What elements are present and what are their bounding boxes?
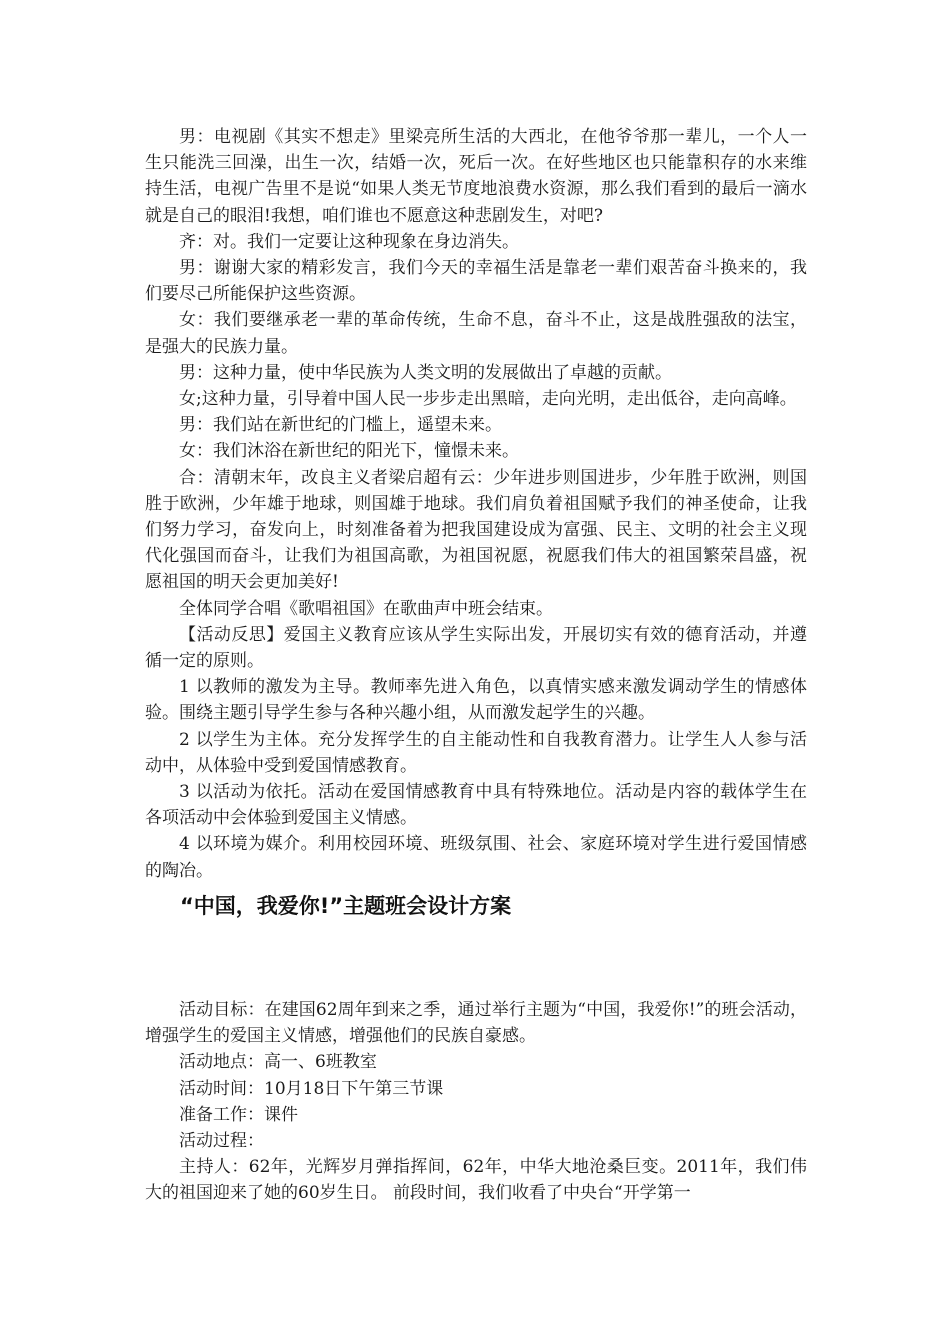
activity-location: 活动地点：高一、6班教室: [179, 1052, 377, 1073]
activity-time: 活动时间：10月18日下午第三节课: [179, 1078, 444, 1099]
dialogue-paragraph: 男：这种力量，使中华民族为人类文明的发展做出了卓越的贡献。: [179, 362, 672, 383]
principle-item: 1 以教师的激发为主导。教师率先进入角色，以真情实感来激发调动学生的情感体验。围绕主题引导学生参与各种兴趣小组，从而激发起学生的兴趣。: [145, 677, 807, 724]
dialogue-paragraph: 男：谢谢大家的精彩发言，我们今天的幸福生活是靠老一辈们艰苦奋斗换来的，我们要尽己所能保护这些资源。: [145, 258, 807, 305]
reflection-paragraph: 【活动反思】爱国主义教育应该从学生实际出发，开展切实有效的德育活动，并遵循一定的原则。: [145, 624, 807, 672]
dialogue-paragraph: 女：我们要继承老一辈的革命传统，生命不息，奋斗不止，这是战胜强敌的法宝，是强大的民族力量。: [145, 310, 807, 357]
principle-item: 3 以活动为依托。活动在爱国情感教育中具有特殊地位。活动是内容的载体学生在各项活动中会体验到爱国主义情感。: [145, 782, 807, 829]
dialogue-paragraph: 男：我们站在新世纪的门槛上，遥望未来。: [179, 415, 502, 436]
section-1-body: [145, 124, 807, 884]
principle-item: 2 以学生为主体。充分发挥学生的自主能动性和自我教育潜力。让学生人人参与活动中，从体验中受到爱国情感教育。: [145, 729, 807, 776]
activity-goal: 活动目标：在建国62周年到来之季，通过举行主题为“中国，我爱你!”的班会活动，增强学生的爱国主义情感，增强他们的民族自豪感。: [145, 1000, 807, 1047]
dialogue-paragraph: 女;这种力量，引导着中国人民一步步走出黑暗，走向光明，走出低谷，走向高峰。: [179, 389, 797, 410]
dialogue-paragraph: 齐：对。我们一定要让这种现象在身边消失。: [179, 231, 519, 252]
section-2-title: “中国，我爱你!”主题班会设计方案: [180, 894, 512, 918]
dialogue-paragraph: 女：我们沐浴在新世纪的阳光下，憧憬未来。: [179, 441, 519, 462]
principle-item: 4 以环境为媒介。利用校园环境、班级氛围、社会、家庭环境对学生进行爱国情感的陶冶。: [145, 834, 807, 881]
activity-process-label: 活动过程：: [179, 1131, 264, 1152]
dialogue-paragraph: 合：清朝末年，改良主义者梁启超有云：少年进步则国进步，少年胜于欧洲，则国胜于欧洲，少年雄于地球，则国雄于地球。我们肩负着祖国赋予我们的神圣使命，让我们努力学习，奋发向上，时刻准备着为把我国建设成为富强、民主、文明的社会主义现代化强国而奋斗，让我们为祖国高歌，为祖国祝愿，祝愿我们伟大的祖国繁荣昌盛，祝愿祖国的明天会更加美好!: [145, 467, 807, 593]
closing-paragraph: 全体同学合唱《歌唱祖国》在歌曲声中班会结束。: [179, 598, 553, 619]
dialogue-paragraph: 男：电视剧《其实不想走》里梁亮所生活的大西北，在他爷爷那一辈儿，一个人一生只能洗三回澡，出生一次，结婚一次，死后一次。在好些地区也只能靠积存的水来维持生活，电视广告里不是说“如果人类无节度地浪费水资源，那么我们看到的最后一滴水就是自己的眼泪!我想，咱们谁也不愿意这种悲剧发生，对吧?: [145, 127, 807, 226]
section-2-body: [145, 997, 807, 1207]
preparation: 准备工作：课件: [179, 1104, 298, 1125]
host-paragraph: 主持人：62年，光辉岁月弹指挥间，62年，中华大地沧桑巨变。2011年，我们伟大的祖国迎来了她的60岁生日。 前段时间，我们收看了中央台“开学第一: [145, 1157, 807, 1204]
